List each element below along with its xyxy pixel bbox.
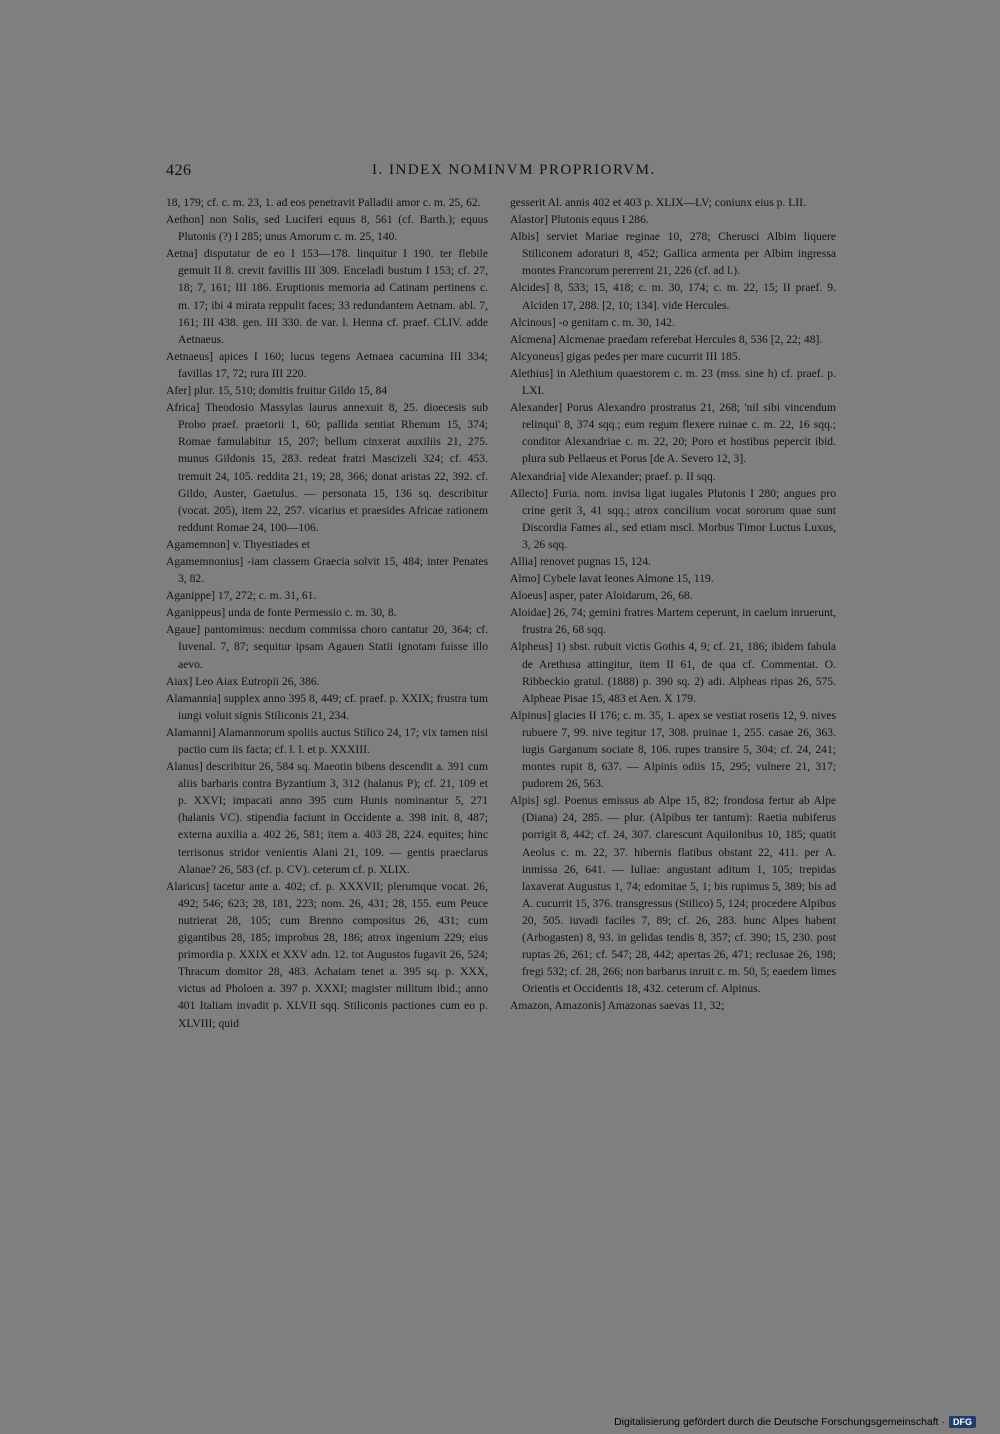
index-entry: Alcmena] Alcmenae praedam referebat Hercules 8, 536 [2, 22; 48]. [510,332,823,346]
index-entry: Aethon] non Solis, sed Luciferi equus 8, 561 (cf. Barth.); equus Plutonis (?) I 285; unus Amorum c. m. 25, 140. [166,213,488,244]
footer [614,1412,976,1432]
index-entry: Alpheus] 1) sbst. rubuit victis Gothis 4, 9; cf. 21, 186; ibidem fabula de Arethusa attingitur, item II 61, de qua cf. Commentat. O. Ribbeckio gratul. (1888) p. 390 sq. 2) adi. Alpheas ripas 26, 575. Alpheae Pisae 15, 483 et Aen. X 179. [510,640,836,705]
index-entry: Alamanni] Alamannorum spoliis auctus Stilico 24, 17; vix tamen nisi pactio cum iis facta; cf. l. l. et p. XXXIII. [166,725,488,756]
page-header [166,160,656,188]
index-entry: Aganippeus] unda de fonte Permessio c. m. 30, 8. [166,606,397,620]
index-entry: Alaricus] tacetur ante a. 402; cf. p. XXXVII; plerumque vocat. 26, 492; 546; 623; 28, 181, 223; nom. 26, 431; 28, 155. eum Peuce nutrierat 28, 105; cum Brenno compositus 26, 431; cum gigantibus 28, 185; improbus 28, 186; atrox ingenium 229; eius primordia p. XXIX et XXV adn. 12. tot Augustos fugavit 26, 524; Thracum domitor 28, 483. Achaiam tenet a. 395 sq. p. XXX, victus ad Pholoen a. 397 p. XXXI; magister militum ibid.; anno 401 Italiam invadit p. XLVII sqq. Stiliconis pactiones cum eo p. XLVIII; quid [166,879,488,1030]
index-entry: gesserit Al. annis 402 et 403 p. XLIX—LV; coniunx eius p. LII. [510,196,806,209]
index-entry: Agamemnonius] -iam classem Graecia solvit 15, 484; inter Penates 3, 82. [166,554,488,586]
index-entry: Alanus] describitur 26, 584 sq. Maeotin bibens descendit a. 391 cum aliis barbaris contra Byzantium 3, 312 (halanus P); cf. 21, 109 et p. XXVI; impacati anno 395 cum Hunis nominantur 5, 271 (halanis VC). stipendia faciunt in Occidente a. 398 init. 8, 487; externa auxilia a. 402 26, 581; item a. 403 28, 224. equites; hinc terrisonus stridor venientis Alani 21, 109. — gentis praeclarus Alanae? 26, 583 (cf. p. CV). ceterum cf. p. XLIX. [166,760,488,876]
index-entry: Alpis] sgl. Poenus emissus ab Alpe 15, 82; frondosa fertur ab Alpe (Diana) 24, 285. — plur. (Alpibus ter tantum): Raetia nubiferus porrigit 8, 442; cf. 24, 307. clarescunt Aquilonibus 10, 185; quatit Aeolus c. m. 22, 37. hibernis flatibus obstant 22, 411. per A. inmissa 26, 641. — Iuliae: angustant aditum 1, 105; trepidas laxaverat Augustus 1, 74; edomitae 5, 1; bis rupimus 5, 389; bis ad A. cucurrit 15, 376. transgressus (Stilico) 5, 124; procedere Alpibus 20, 505. iuvadi faciles 7, 89; cf. 26, 283. hunc Alpes habent (Arbogasten) 8, 93. in gelidas tendis 8, 357; cf. 390; 15, 230. post ruptas 26, 261; cf. 547; 28, 442; apertas 26, 471; reclusae 26, 198; fregi 532; cf. 28, 266; non barbarus inruit c. m. 50, 5; eaedem limes Orientis et Occidentis 18, 432. ceterum cf. Alpinus. [510,794,836,996]
index-entry: Aetna] disputatur de eo I 153—178. linquitur I 190. ter flebile gemuit II 8. crevit favillis III 309. Enceladi bustum I 153; cf. 27, 18; 7, 161; III 186. Eruptionis memoria ad Catinam pertinens c. m. 17; ibi 4 mirata reppulit faces; 33 redundantem Aetnam. abl. 7, 161; III 438. gen. III 330. de var. l. Henna cf. praef. CLIV. adde Aetnaeus. [166,247,488,346]
index-entry: Africa] Theodosio Massylas laurus annexuit 8, 25. dioecesis sub Probo praef. praetorii 1, 60; pallida sentiat Rhenum 15, 374; Romae famulabitur 15, 207; bellum cinxerat auxiliis 21, 275. munus Gildonis 15, 283. redeat fratri Mascizeli 324; cf. 453. tremuit 24, 105. reddita 21, 19; 28, 366; donat aristas 22, 392. cf. Gildo, Auster, Gaetulus. — personata 15, 136 sq. describitur (vocat. 205), item 22, 257. vicarius et praesides Africae rationem reddunt Romae 24, 100—106. [166,401,488,534]
index-entry: Aiax] Leo Aiax Eutropii 26, 386. [166,674,320,688]
left-column [166,194,488,1032]
running-title: I. INDEX NOMINVM PROPRIORVM. [372,162,656,178]
index-entry: Aloeus] asper, pater Aloidarum, 26, 68. [510,589,693,603]
index-entry: Afer] plur. 15, 510; domitis fruitur Gildo 15, 84 [166,384,388,398]
index-entry: Alamannia] supplex anno 395 8, 449; cf. praef. p. XXIX; frustra tum iungi voluit signis Stiliconis 21, 234. [166,691,488,722]
index-entry: Alexander] Porus Alexandro prostratus 21, 268; 'nil sibi vincendum relinqui' 8, 374 sqq.; eum regum flexere ruinae c. m. 22, 16 sqq.; conditor Alexandriae c. m. 22, 20; Poro et hostibus pepercit ibid. plura sub Pellaeus et Porus [de A. Severo 12, 3]. [510,401,836,466]
index-entry: Alexandria] vide Alexander; praef. p. II sqq. [510,469,716,483]
index-entry: Alethius] in Alethium quaestorem c. m. 23 (mss. sine h) cf. praef. p. LXI. [510,366,836,398]
index-entry: Aganippe] 17, 272; c. m. 31, 61. [166,589,317,603]
index-entry: Alcides] 8, 533; 15, 418; c. m. 30, 174; c. m. 22, 15; II praef. 9. Alciden 17, 288. [2, 10; 134]. vide Hercules. [510,281,836,312]
index-entry: Aetnaeus] apices I 160; lucus tegens Aetnaea cacumina III 334; favillas 17, 72; rura III 220. [166,349,488,380]
index-entry: 18, 179; cf. c. m. 23, 1. ad eos penetravit Palladii amor c. m. 25, 62. [166,196,481,209]
index-entry: Agaue] pantomimus: necdum commissa choro cantatur 20, 364; cf. Iuvenal. 7, 87; sequitur ipsam Agauen Statii ignotam fuisse illo aevo. [166,623,488,671]
index-entry: Amazon, Amazonis] Amazonas saevas 11, 32; [510,999,725,1013]
index-entry: Alcyoneus] gigas pedes per mare cucurrit III 185. [510,349,741,363]
index-entry: Agamemnon] v. Thyestiades et [166,537,310,551]
index-entry: Almo] Cybele lavat leones Almone 15, 119. [510,572,714,586]
index-entry: Allecto] Furia. nom. invisa ligat iugales Plutonis I 280; angues pro crine gerit 3, 41 sqq.; atrox concilium vocat sororum quae sunt Discordia Fames al., sed etiam mscl. Morbus Timor Luctus Luxus, 3, 26 sqq. [510,486,836,551]
page-number: 426 [166,162,192,179]
index-entry: Alpinus] glacies II 176; c. m. 35, 1. apex se vestiat rosetis 12, 9. nives rubuere 7, 99. nive tegitur 17, 308. pruinae 1, 255. casae 26, 363. iugis Garganum sociate 8, 106. rupes transire 5, 304; cf. 24, 241; montes rupit 8, 637. — Alpinis odiis 15, 295; vulnere 21, 317; pudorem 26, 563. [510,708,836,791]
dfg-logo-icon: DFG [949,1416,976,1428]
index-entry: Aloidae] 26, 74; gemini fratres Martem ceperunt, in caelum inruerunt, frustra 26, 68 sqq. [510,606,836,637]
footer-credit: Digitalisierung gefördert durch die Deutsche Forschungsgemeinschaft · [614,1416,945,1428]
index-entry: Albis] serviet Mariae reginae 10, 278; Cherusci Albim liquere Stiliconem adoraturi 8, 452; Gallica armenta per Albim ingressa montes Francorum pererrent 21, 226 (cf. ad l.). [510,230,836,278]
index-entry: Alcinous] -o genitam c. m. 30, 142. [510,315,675,329]
index-entry: Allia] renovet pugnas 15, 124. [510,554,652,568]
right-column [510,194,836,1015]
index-entry: Alastor] Plutonis equus I 286. [510,213,649,227]
